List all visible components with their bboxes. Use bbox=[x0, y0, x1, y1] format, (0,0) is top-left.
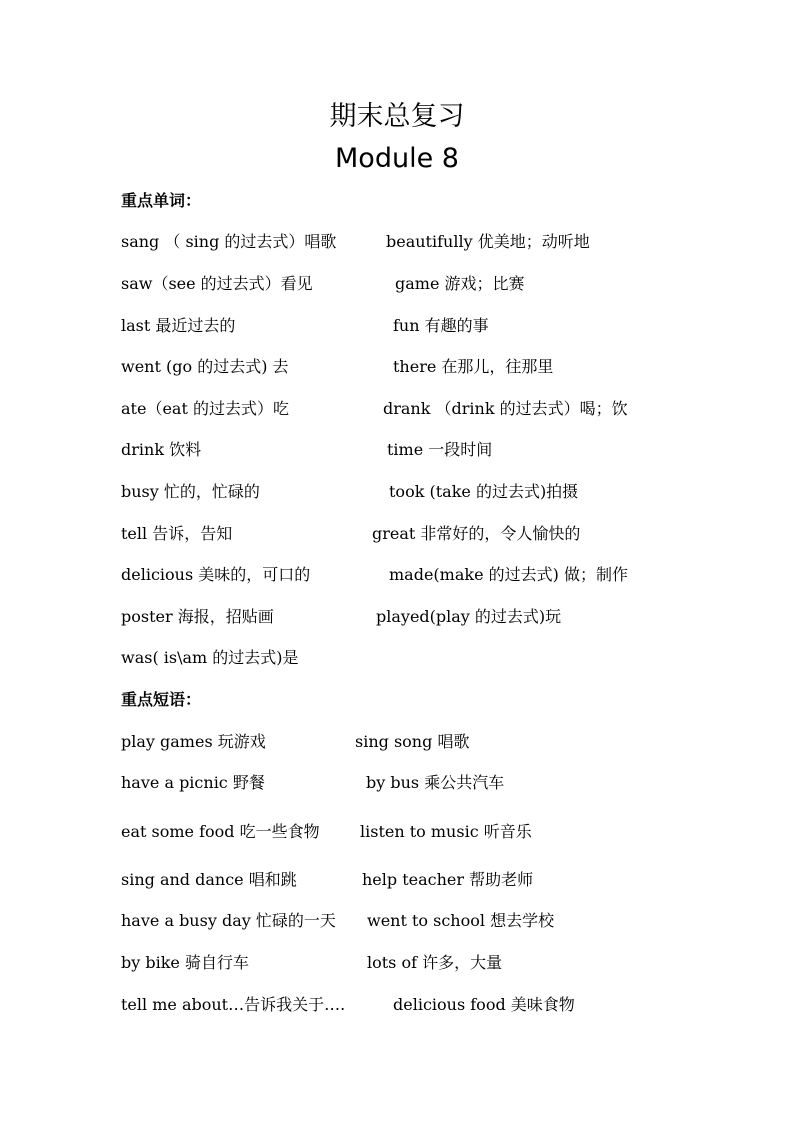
phrase-item: have a picnic 野餐 bbox=[121, 773, 265, 792]
vocab-heading: 重点单词： bbox=[121, 191, 202, 210]
phrase-item: help teacher 帮助老师 bbox=[362, 870, 534, 889]
phrase-item: by bike 骑自行车 bbox=[121, 953, 249, 972]
vocab-item: was( is\am 的过去式)是 bbox=[121, 648, 299, 667]
vocab-item: poster 海报，招贴画 bbox=[121, 607, 274, 626]
vocab-item: great 非常好的，令人愉快的 bbox=[372, 524, 581, 543]
vocab-item: saw（see 的过去式）看见 bbox=[121, 274, 313, 293]
phrase-item: listen to music 听音乐 bbox=[360, 822, 532, 841]
vocab-item: went (go 的过去式) 去 bbox=[121, 357, 289, 376]
phrase-item: tell me about…告诉我关于…. bbox=[121, 995, 346, 1014]
module-title: Module 8 bbox=[335, 143, 459, 174]
vocab-item: ate（eat 的过去式）吃 bbox=[121, 399, 289, 418]
vocab-item: took (take 的过去式)拍摄 bbox=[389, 482, 579, 501]
vocab-item: there 在那儿，往那里 bbox=[393, 357, 554, 376]
vocab-item: sang （ sing 的过去式）唱歌 bbox=[121, 232, 337, 251]
phrase-item: lots of 许多，大量 bbox=[367, 953, 503, 972]
phrase-item: have a busy day 忙碌的一天 bbox=[121, 911, 336, 930]
vocab-item: delicious 美味的，可口的 bbox=[121, 565, 311, 584]
page-title: 期末总复习 bbox=[329, 101, 465, 132]
phrase-heading: 重点短语： bbox=[121, 690, 202, 709]
phrase-item: eat some food 吃一些食物 bbox=[121, 822, 320, 841]
vocab-item: game 游戏；比赛 bbox=[395, 274, 525, 293]
phrase-item: sing song 唱歌 bbox=[355, 732, 470, 751]
phrase-item: delicious food 美味食物 bbox=[393, 995, 575, 1014]
vocab-item: played(play 的过去式)玩 bbox=[376, 607, 562, 626]
vocab-item: drank （drink 的过去式）喝；饮 bbox=[383, 399, 628, 418]
vocab-item: busy 忙的，忙碌的 bbox=[121, 482, 260, 501]
vocab-item: tell 告诉，告知 bbox=[121, 524, 233, 543]
vocab-item: fun 有趣的事 bbox=[393, 316, 489, 335]
vocab-item: drink 饮料 bbox=[121, 440, 202, 459]
phrase-item: by bus 乘公共汽车 bbox=[366, 773, 505, 792]
phrase-item: went to school 想去学校 bbox=[367, 911, 555, 930]
vocab-item: time 一段时间 bbox=[387, 440, 493, 459]
vocab-item: made(make 的过去式) 做；制作 bbox=[389, 565, 628, 584]
phrase-item: sing and dance 唱和跳 bbox=[121, 870, 297, 889]
vocab-item: last 最近过去的 bbox=[121, 316, 236, 335]
vocab-item: beautifully 优美地；动听地 bbox=[386, 232, 590, 251]
phrase-item: play games 玩游戏 bbox=[121, 732, 266, 751]
